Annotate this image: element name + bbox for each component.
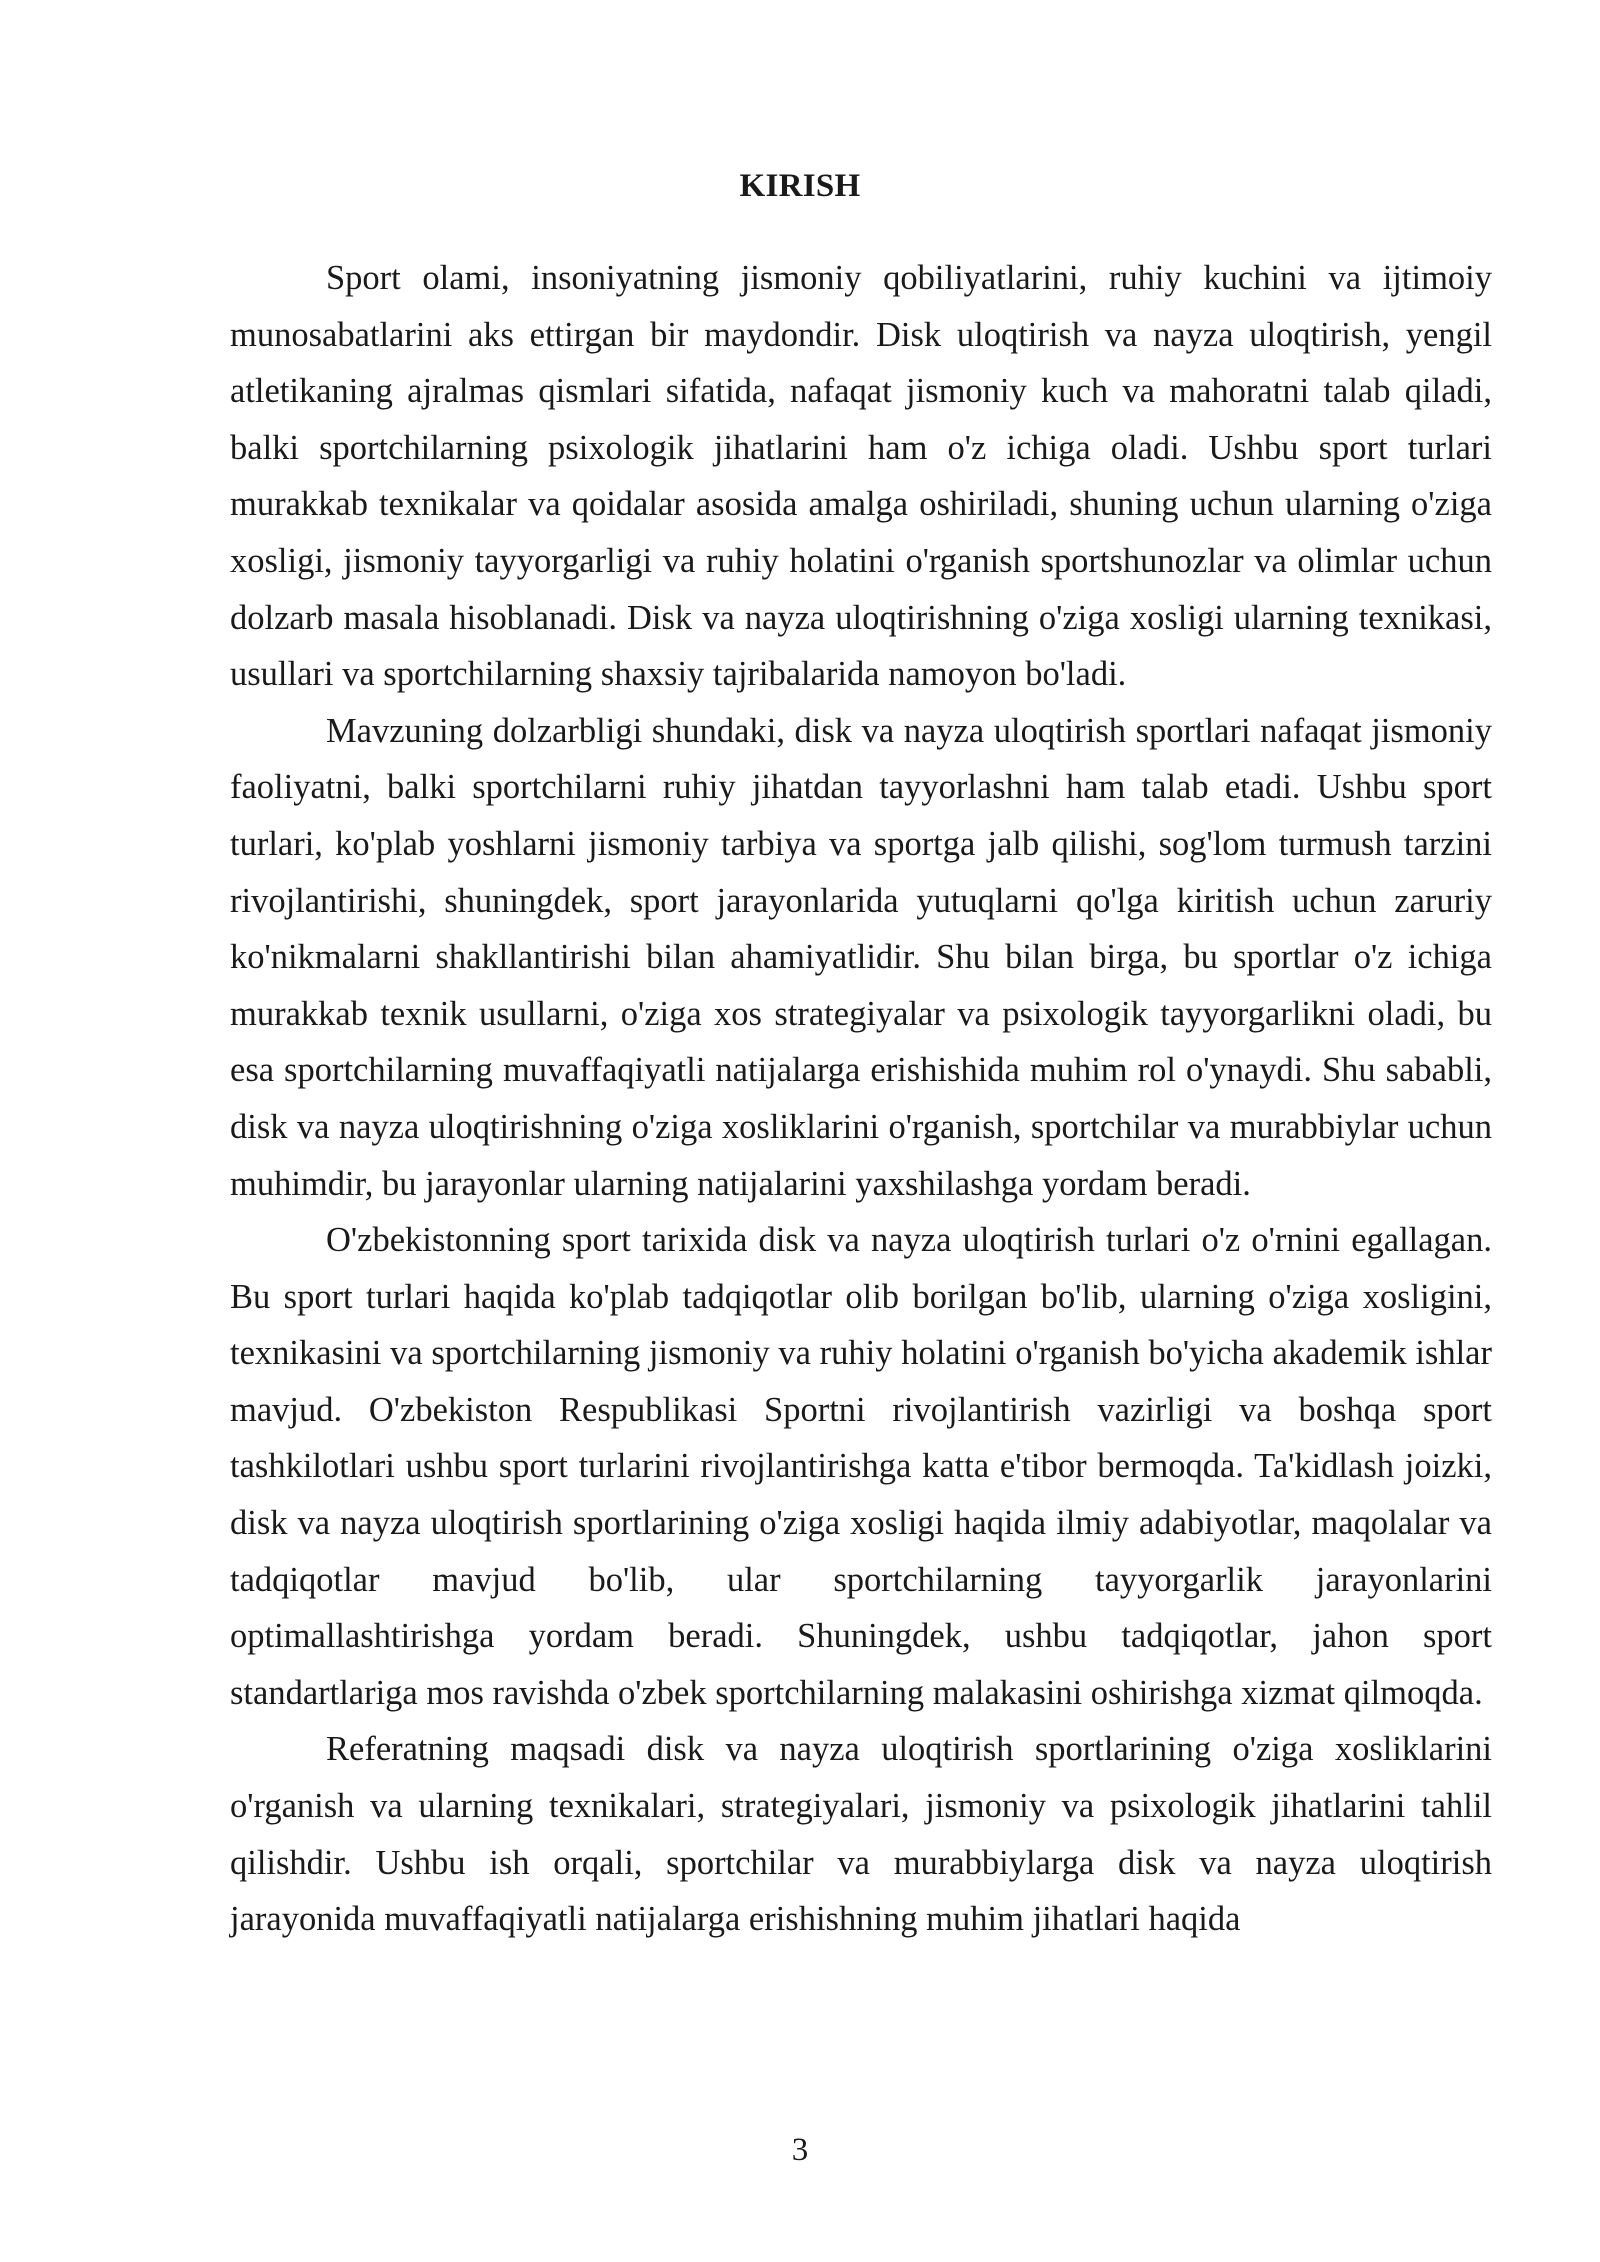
body-text: [230, 250, 1492, 1948]
paragraph-history: O'zbekistonning sport tarixida disk va nayza uloqtirish turlari o'z o'rnini egallagan. Bu sport turlari haqida ko'plab tadqiqotlar olib borilgan bo'lib, ularning o'ziga xosligini, texnikasini va sportchilarning jismoniy va ruhiy holatini o'rganish bo'yicha akademik ishlar mavjud. O'zbekiston Respublikasi Sportni rivojlantirish vazirligi va boshqa sport tashkilotlari ushbu sport turlarini rivojlantirishga katta e'tibor bermoqda. Ta'kidlash joizki, disk va nayza uloqtirish sportlarining o'ziga xosligi haqida ilmiy adabiyotlar, maqolalar va tadqiqotlar mavjud bo'lib, ular sportchilarning tayyorgarlik jarayonlarini optimallashtirishga yordam beradi. Shuningdek, ushbu tadqiqotlar, jahon sport standartlariga mos ravishda o'zbek sportchilarning malakasini oshirishga xizmat qilmoqda.: [230, 1221, 1492, 1712]
page-number: 3: [791, 2132, 809, 2168]
section-title: KIRISH: [739, 168, 861, 204]
paragraph-purpose: Referatning maqsadi disk va nayza uloqtirish sportlarining o'ziga xosliklarini o'rganish va ularning texnikalari, strategiyalari, jismoniy va psixologik jihatlarini tahlil qilishdir. Ushbu ish orqali, sportchilar va murabbiylarga disk va nayza uloqtirish jarayonida muvaffaqiyatli natijalarga erishishning muhim jihatlari haqida: [230, 1730, 1492, 1939]
paragraph-intro: Sport olami, insoniyatning jismoniy qobiliyatlarini, ruhiy kuchini va ijtimoiy munosabatlarini aks ettirgan bir maydondir. Disk uloqtirish va nayza uloqtirish, yengil atletikaning ajralmas qismlari sifatida, nafaqat jismoniy kuch va mahoratni talab qiladi, balki sportchilarning psixologik jihatlarini ham o'z ichiga oladi. Ushbu sport turlari murakkab texnikalar va qoidalar asosida amalga oshiriladi, shuning uchun ularning o'ziga xosligi, jismoniy tayyorgarligi va ruhiy holatini o'rganish sportshunozlar va olimlar uchun dolzarb masala hisoblanadi. Disk va nayza uloqtirishning o'ziga xosligi ularning texnikasi, usullari va sportchilarning shaxsiy tajribalarida namoyon bo'ladi.: [230, 259, 1492, 694]
paragraph-relevance: Mavzuning dolzarbligi shundaki, disk va nayza uloqtirish sportlari nafaqat jismoniy faoliyatni, balki sportchilarni ruhiy jihatdan tayyorlashni ham talab etadi. Ushbu sport turlari, ko'plab yoshlarni jismoniy tarbiya va sportga jalb qilishi, sog'lom turmush tarzini rivojlantirishi, shuningdek, sport jarayonlarida yutuqlarni qo'lga kiritish uchun zaruriy ko'nikmalarni shakllantirishi bilan ahamiyatlidir. Shu bilan birga, bu sportlar o'z ichiga murakkab texnik usullarni, o'ziga xos strategiyalar va psixologik tayyorgarlikni oladi, bu esa sportchilarning muvaffaqiyatli natijalarga erishishida muhim rol o'ynaydi. Shu sababli, disk va nayza uloqtirishning o'ziga xosliklarini o'rganish, sportchilar va murabbiylar uchun muhimdir, bu jarayonlar ularning natijalarini yaxshilashga yordam beradi.: [230, 711, 1492, 1203]
